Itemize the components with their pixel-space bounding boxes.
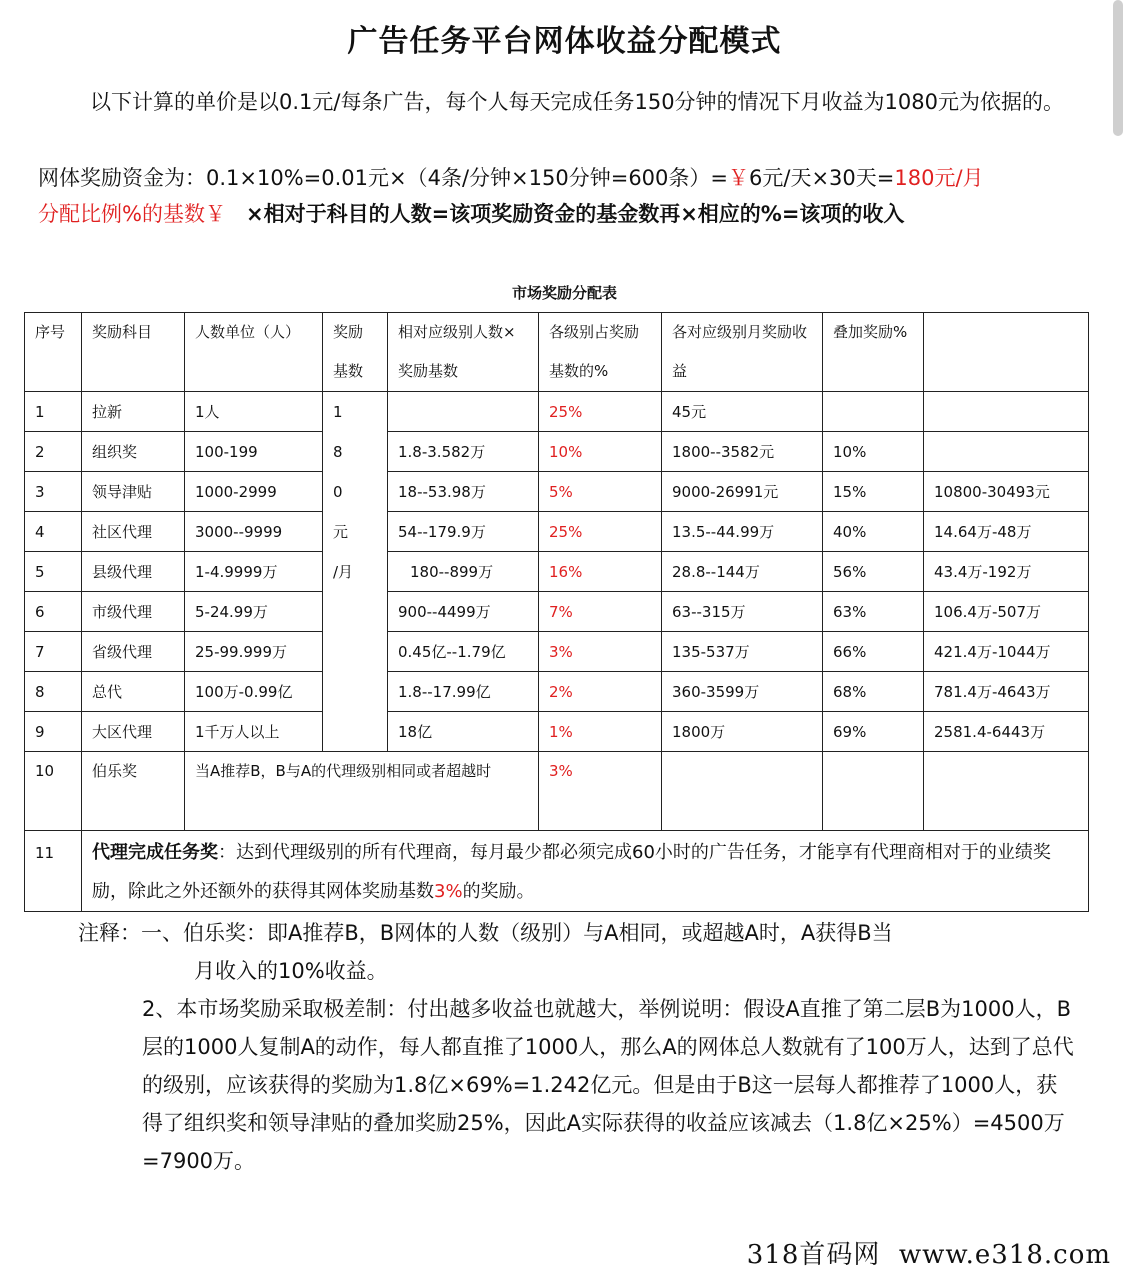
cell-people: 100-199 <box>185 432 323 472</box>
cell-people: 1000-2999 <box>185 472 323 512</box>
note-1-cont: 月收入的10%收益。 <box>194 959 388 983</box>
cell-stack: 40% <box>823 512 924 552</box>
cell-item: 伯乐奖 <box>82 752 185 831</box>
cell-extra: 10800-30493元 <box>924 472 1089 512</box>
table-row <box>25 432 1089 472</box>
cell-people: 1-4.9999万 <box>185 552 323 592</box>
cell-extra: 106.4万-507万 <box>924 592 1089 632</box>
cell-no: 7 <box>25 632 82 672</box>
task-reward-title: 代理完成任务奖 <box>92 842 218 863</box>
cell-no: 10 <box>25 752 82 831</box>
cell-item: 省级代理 <box>82 632 185 672</box>
cell-extra <box>924 392 1089 432</box>
cell-relative <box>388 392 539 432</box>
note-1-head: 注释：一、伯乐奖：即A推荐B，B网体的人数（级别）与A相同，或超越A时，A获得B当 <box>78 921 893 945</box>
cell-desc: 当A推荐B，B与A的代理级别相同或者超越时 <box>185 752 539 831</box>
cell-pct: 3% <box>539 632 662 672</box>
cell-item: 社区代理 <box>82 512 185 552</box>
cell-monthly: 1800万 <box>662 712 823 752</box>
cell-pct: 7% <box>539 592 662 632</box>
cell-people: 1千万人以上 <box>185 712 323 752</box>
formula-part3: 6元/天×30天= <box>749 166 895 190</box>
cell-pct: 10% <box>539 432 662 472</box>
header-people: 人数单位（人） <box>185 313 323 392</box>
cell-extra: 781.4万-4643万 <box>924 672 1089 712</box>
cell-monthly: 135-537万 <box>662 632 823 672</box>
cell-pct: 2% <box>539 672 662 712</box>
note-2: 2、本市场奖励采取极差制：付出越多收益也就越大，举例说明：假设A直推了第二层B为1000人，B层的1000人复制A的动作，每人都直推了1000人，那么A的网体总人数就有了100万人，达到了总代的级别，应该获得的奖励为1.8亿×69%=1.242亿元。但是由于B这一层每人都推荐了1000人，获得了组织奖和领导津贴的叠加奖励25%，因此A实际获得的收益应该减去（1.8亿×25%）=4500万=7900万。 <box>142 997 1074 1173</box>
cell-stack: 10% <box>823 432 924 472</box>
table-row <box>25 552 1089 592</box>
cell-empty <box>924 752 1089 831</box>
table-row <box>25 712 1089 752</box>
table-row <box>25 472 1089 512</box>
cell-no: 3 <box>25 472 82 512</box>
cell-empty <box>823 752 924 831</box>
header-stack: 叠加奖励% <box>823 313 924 392</box>
cell-relative: 1.8--17.99亿 <box>388 672 539 712</box>
task-reward-pct: 3% <box>434 881 463 902</box>
cell-people: 3000--9999 <box>185 512 323 552</box>
cell-no: 8 <box>25 672 82 712</box>
header-extra <box>924 313 1089 392</box>
header-base: 奖励基数 <box>323 313 388 392</box>
task-reward-text1: ：达到代理级别的所有代理商，每月最少都必须完成60小时的广告任务，才能享有代理商相对于的业绩奖励，除此之外还额外的获得其网体奖励基数 <box>92 842 1051 902</box>
cell-extra: 2581.4-6443万 <box>924 712 1089 752</box>
cell-no: 5 <box>25 552 82 592</box>
header-item: 奖励科目 <box>82 313 185 392</box>
cell-no: 9 <box>25 712 82 752</box>
page-title: 广告任务平台网体收益分配模式 <box>347 24 782 59</box>
header-relative: 相对应级别人数×奖励基数 <box>388 313 539 392</box>
table-row <box>25 392 1089 432</box>
cell-relative: 900--4499万 <box>388 592 539 632</box>
cell-relative: 18亿 <box>388 712 539 752</box>
table-row <box>25 512 1089 552</box>
cell-relative: 18--53.98万 <box>388 472 539 512</box>
cell-no: 1 <box>25 392 82 432</box>
cell-pct: 3% <box>539 752 662 831</box>
cell-pct: 1% <box>539 712 662 752</box>
header-no: 序号 <box>25 313 82 392</box>
cell-stack: 66% <box>823 632 924 672</box>
cell-empty <box>662 752 823 831</box>
intro-paragraph: 以下计算的单价是以0.1元/每条广告，每个人每天完成任务150分钟的情况下月收益为1080元为依据的。 <box>90 90 1064 114</box>
cell-relative: 0.45亿--1.79亿 <box>388 632 539 672</box>
cell-monthly: 45元 <box>662 392 823 432</box>
table-row <box>25 632 1089 672</box>
cell-stack: 56% <box>823 552 924 592</box>
note-1 <box>78 914 1078 990</box>
cell-pct: 25% <box>539 512 662 552</box>
cell-relative: 54--179.9万 <box>388 512 539 552</box>
cell-relative: 180--899万 <box>388 552 539 592</box>
formula-monthly-total: 180元/月 <box>894 166 984 190</box>
table-row <box>25 672 1089 712</box>
cell-stack: 15% <box>823 472 924 512</box>
cell-extra <box>924 432 1089 472</box>
reward-table <box>24 312 1089 912</box>
cell-extra: 14.64万-48万 <box>924 512 1089 552</box>
cell-item: 领导津贴 <box>82 472 185 512</box>
cell-stack <box>823 392 924 432</box>
cell-item: 大区代理 <box>82 712 185 752</box>
table-row-10 <box>25 752 1089 831</box>
cell-pct: 16% <box>539 552 662 592</box>
cell-people: 5-24.99万 <box>185 592 323 632</box>
cell-no: 4 <box>25 512 82 552</box>
table-caption: 市场奖励分配表 <box>511 284 617 302</box>
cell-monthly: 360-3599万 <box>662 672 823 712</box>
cell-stack: 68% <box>823 672 924 712</box>
formula-yuan-sign: ￥ <box>728 166 750 190</box>
header-monthly: 各对应级别月奖励收益 <box>662 313 823 392</box>
cell-monthly: 28.8--144万 <box>662 552 823 592</box>
cell-item: 总代 <box>82 672 185 712</box>
cell-people: 1人 <box>185 392 323 432</box>
cell-task-reward <box>82 831 1089 912</box>
cell-extra: 43.4万-192万 <box>924 552 1089 592</box>
cell-item: 县级代理 <box>82 552 185 592</box>
formula-paragraph <box>38 160 1088 232</box>
formula-base-label: 分配比例%的基数￥ <box>38 202 226 226</box>
cell-stack: 69% <box>823 712 924 752</box>
cell-people: 25-99.999万 <box>185 632 323 672</box>
cell-stack: 63% <box>823 592 924 632</box>
cell-monthly: 13.5--44.99万 <box>662 512 823 552</box>
table-header-row <box>25 313 1089 392</box>
formula-part6: ×相对于科目的人数=该项奖励资金的基金数再×相应的%=该项的收入 <box>246 202 905 226</box>
cell-no: 2 <box>25 432 82 472</box>
cell-monthly: 1800--3582元 <box>662 432 823 472</box>
cell-base: 1 8 0 元 /月 <box>323 392 388 752</box>
task-reward-text2: 的奖励。 <box>462 881 535 902</box>
cell-item: 拉新 <box>82 392 185 432</box>
cell-monthly: 9000-26991元 <box>662 472 823 512</box>
cell-people: 100万-0.99亿 <box>185 672 323 712</box>
cell-item: 组织奖 <box>82 432 185 472</box>
cell-no: 11 <box>25 831 82 912</box>
cell-pct: 25% <box>539 392 662 432</box>
table-row <box>25 592 1089 632</box>
watermark: 318首码网 www.e318.com <box>746 1240 1111 1270</box>
table-row-11 <box>25 831 1089 912</box>
cell-no: 6 <box>25 592 82 632</box>
cell-pct: 5% <box>539 472 662 512</box>
header-pct: 各级别占奖励基数的% <box>539 313 662 392</box>
cell-item: 市级代理 <box>82 592 185 632</box>
cell-monthly: 63--315万 <box>662 592 823 632</box>
formula-part1: 网体奖励资金为：0.1×10%=0.01元×（4条/分钟×150分钟=600条）= <box>38 166 729 190</box>
cell-extra: 421.4万-1044万 <box>924 632 1089 672</box>
cell-relative: 1.8-3.582万 <box>388 432 539 472</box>
